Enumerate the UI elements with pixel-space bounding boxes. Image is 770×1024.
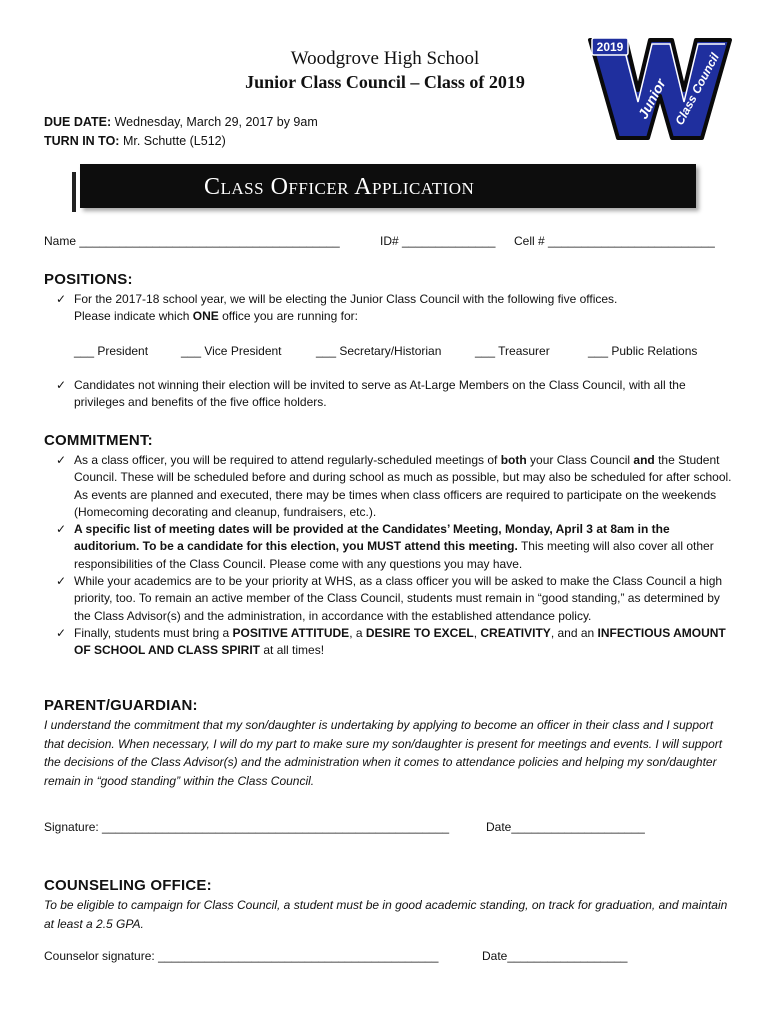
positions-heading: POSITIONS: [44, 271, 133, 288]
parent-statement: I understand the commitment that my son/daughter is undertaking by applying to become an officer in their class and I support that decision. When necessary, I will do my part to make sure my son/daughter is present for meetings and events. I will support the decisions of the Class Advisor(s) and the administration when it comes to attendance policies and helping my son/daughter remain in “good standing” within the Class Council. [44, 718, 723, 788]
turn-in-label: TURN IN TO: [44, 134, 120, 148]
commitment-meetings: As a class officer, you will be required to attend regularly-scheduled meetings of both your Class Council and the Student Council. These will be scheduled before and during school as much as possible, but may also be scheduled for after school. As events are planned and executed, there may be times when class officers are required to participate on the weekends (Homecoming decorating and cleanup, fundraisers, etc.). [74, 453, 732, 519]
positions-intro [74, 291, 734, 326]
counseling-statement: To be eligible to campaign for Class Council, a student must be in good academic standing, on track for graduation, and maintain at least a 2.5 GPA. [44, 898, 728, 931]
parent-signature-field[interactable]: Signature: ____________________________________________________ [44, 820, 450, 834]
office-treasurer[interactable]: ___ Treasurer [475, 344, 550, 358]
logo-year: 2019 [596, 40, 624, 54]
banner-title: Class Officer Application [204, 174, 475, 200]
name-field[interactable]: Name _______________________________________ [44, 234, 340, 248]
due-block [44, 113, 318, 151]
office-secretary-historian[interactable]: ___ Secretary/Historian [316, 344, 442, 358]
office-vice-president[interactable]: ___ Vice President [181, 344, 282, 358]
school-name: Woodgrove High School [290, 48, 480, 69]
positions-intro-line1: For the 2017-18 school year, we will be electing the Junior Class Council with the following five offices. [74, 292, 618, 306]
turn-in-value: Mr. Schutte (L512) [119, 134, 226, 148]
counselor-date-line [482, 949, 627, 963]
parent-signature-line [44, 820, 449, 834]
commitment-academics: While your academics are to be your priority at WHS, as a class officer you will be asked to make the Class Council a high priority, too. To remain an active member of the Class Council, students must remain in “good standing,” as determined by the Class Advisor(s) and the administration, in accordance with the established attendance policy. [74, 574, 723, 623]
logo-word-junior: Junior [634, 76, 669, 122]
check-icon: ✓ [56, 292, 67, 306]
due-date-value: Wednesday, March 29, 2017 by 9am [111, 115, 318, 129]
due-date-label: DUE DATE: [44, 115, 112, 129]
check-icon: ✓ [56, 626, 67, 640]
parent-date-field[interactable]: Date____________________ [486, 820, 645, 834]
council-title: Junior Class Council – Class of 2019 [245, 72, 525, 92]
logo-word-class-council: Class Council [672, 50, 722, 128]
check-icon: ✓ [56, 378, 67, 392]
positions-intro-line2: Please indicate which ONE office you are running for: [74, 309, 358, 324]
office-president[interactable]: ___ President [74, 344, 149, 358]
positions-at-large: Candidates not winning their election will be invited to serve as At-Large Members on the Class Council, with all the privileges and benefits of the five office holders. [74, 378, 686, 410]
banner-accent [72, 172, 76, 212]
counselor-signature-field[interactable]: Counselor signature: __________________________________________ [44, 949, 439, 963]
check-icon: ✓ [56, 453, 67, 467]
id-field[interactable]: ID# ______________ [380, 234, 496, 248]
cell-field[interactable]: Cell # _________________________ [514, 234, 715, 248]
counselor-date-field[interactable]: Date__________________ [482, 949, 628, 963]
title-banner [80, 164, 696, 208]
parent-date-line [486, 820, 645, 834]
commitment-heading: COMMITMENT: [44, 432, 153, 449]
commitment-candidates-meeting: A specific list of meeting dates will be provided at the Candidates’ Meeting, Monday, April 3 at 8am in the auditorium. To be a candidate for this election, you MUST attend this meeting. This meeting will also cover all other responsibilities of the Class Council. Please come with any questions you may have. [74, 522, 714, 571]
check-icon: ✓ [56, 522, 67, 536]
office-public-relations[interactable]: ___ Public Relations [588, 344, 698, 358]
check-icon: ✓ [56, 574, 67, 588]
commitment-attitude: Finally, students must bring a POSITIVE ATTITUDE, a DESIRE TO EXCEL, CREATIVITY, and an INFECTIOUS AMOUNT OF SCHOOL AND CLASS SPIRIT at all times! [74, 626, 726, 658]
class-logo [586, 34, 734, 142]
counselor-signature-line [44, 949, 438, 963]
parent-heading: PARENT/GUARDIAN: [44, 697, 198, 714]
counseling-heading: COUNSELING OFFICE: [44, 877, 212, 894]
